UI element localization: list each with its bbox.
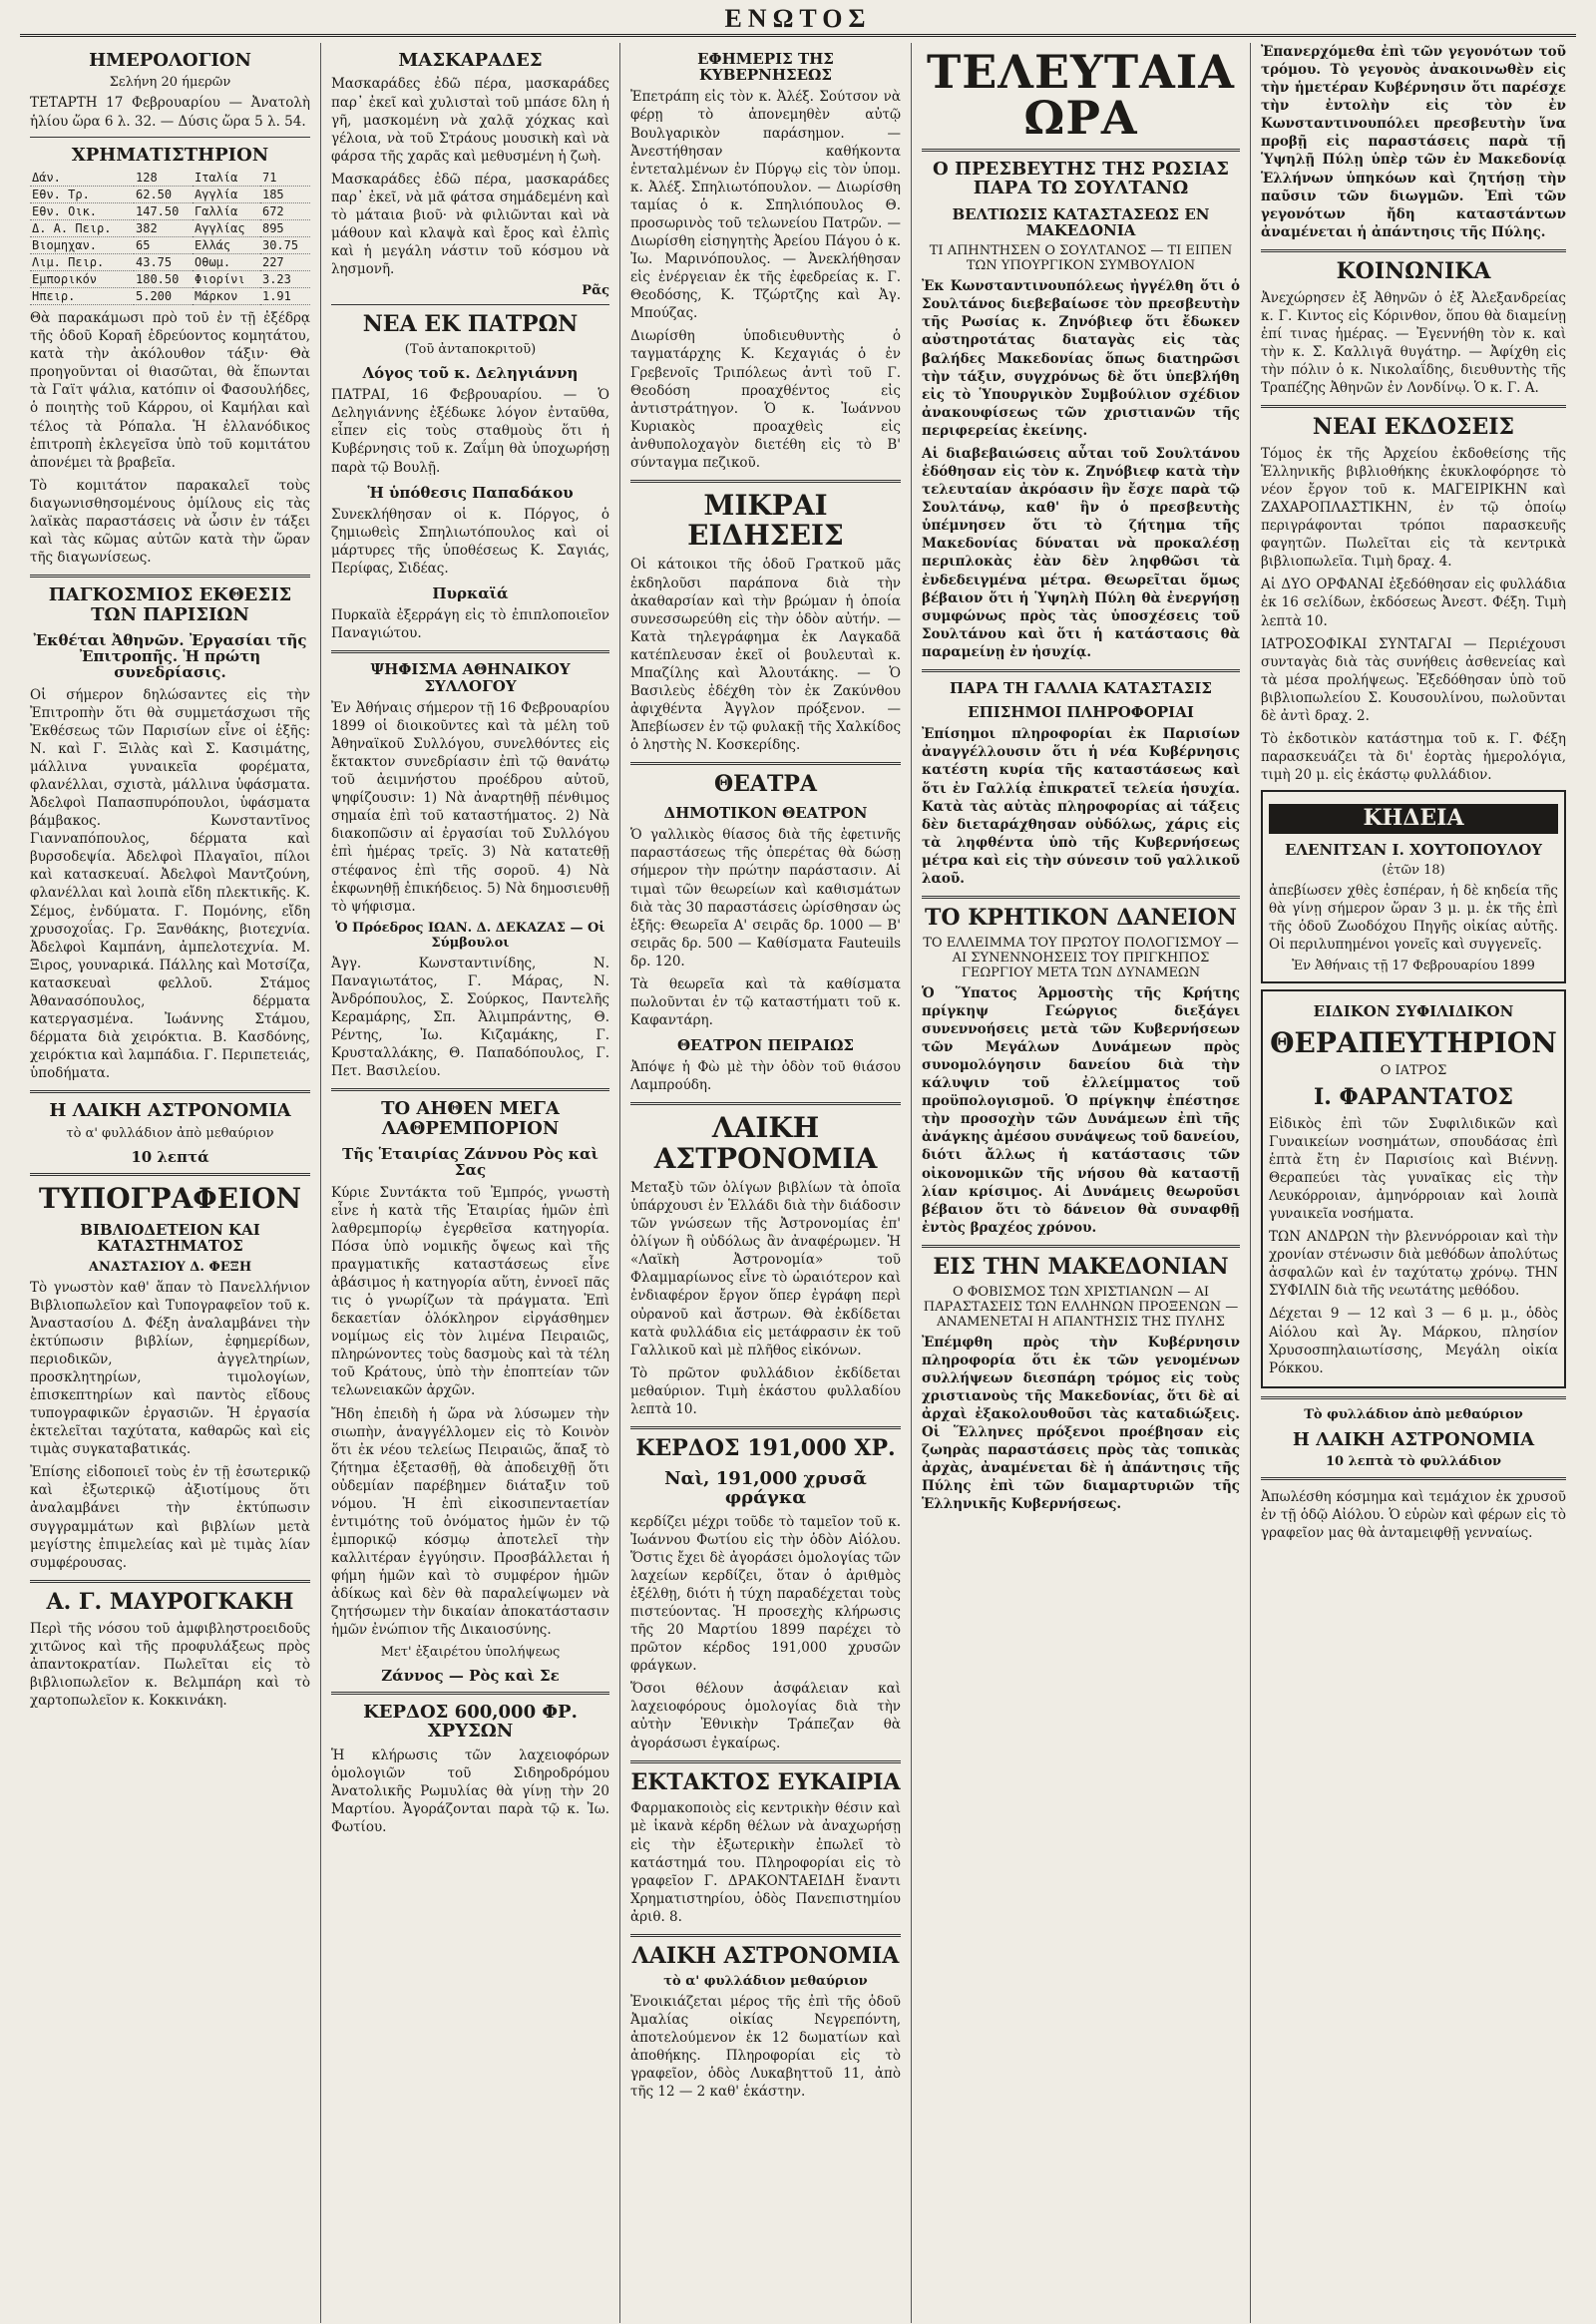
table-cell: 382 — [134, 220, 193, 237]
ad-title: Α. Γ. ΜΑΥΡΟΓΚΑΚΗ — [46, 1588, 294, 1615]
article-text: Ἀπόψε ἡ Φὼ μὲ τὴν ὁδὸν τοῦ θιάσου Λαμπρούδη. — [630, 1059, 901, 1094]
headline: ΤΟ ΑΗΘΕΝ ΜΕΓΑ ΛΑΘΡΕΜΠΟΡΙΟΝ — [381, 1098, 560, 1139]
masthead-title: ΕΝΩΤΟΣ — [724, 4, 872, 33]
subheadline: ΔΗΜΟΤΙΚΟΝ ΘΕΑΤΡΟΝ — [663, 804, 868, 823]
divider — [922, 896, 1240, 899]
divider — [630, 1760, 901, 1763]
article-text: Συνεκλήθησαν οἱ κ. Πόργος, ὁ ζημιωθεὶς Σπηλιωτόπουλος καὶ οἱ μάρτυρες τῆς ὑποθέσεως Κ. Σαγιάς, Περίφας, Σιδέας. — [331, 506, 609, 578]
table-cell: 43.75 — [134, 254, 193, 271]
ad-text: Περὶ τῆς νόσου τοῦ ἀμφιβληστροειδοῦς χιτῶνος καὶ τῆς προφυλάξεως πρὸς ἀπαντοκρατίαν. Πωλεῖται εἰς τὸ βιβλιοπωλεῖον κ. Βελμπάρη καὶ τὸ χαρτοπωλεῖον κ. Κοκκινάκη. — [30, 1620, 310, 1709]
table-cell: 65 — [134, 237, 193, 254]
table-cell: Δ. Α. Πειρ. — [30, 220, 134, 237]
headline: ΠΑΡΑ ΤΗ ΓΑΛΛΙΑ ΚΑΤΑΣΤΑΣΙΣ — [949, 678, 1213, 697]
subheadline: Πυρκαϊά — [432, 584, 509, 603]
signature: Ζάννος — Ρὸς καὶ Σε — [381, 1666, 560, 1685]
divider — [922, 149, 1240, 152]
ad-text: Φαρμακοποιὸς εἰς κεντρικὴν θέσιν καὶ μὲ ἱκανὰ κέρδη θέλων νὰ ἀναχωρήσῃ εἰς τὴν ἐξωτερικὴν ἐπωλεῖ τὸ κατάστημά του. Πληροφορίαι εἰς τὸ γραφεῖον Γ. ΔΡΑΚΟΝΤΑΕΙΔΗ ἔναντι Χρηματιστηρίου, ὁδὸς Πανεπιστημίου ἀριθ. 8. — [630, 1800, 901, 1925]
ad-title: ΛΑΙΚΗ ΑΣΤΡΟΝΟΜΙΑ — [631, 1942, 900, 1969]
ad-title: ΚΕΡΔΟΣ 600,000 ΦΡ. ΧΡΥΣΩΝ — [363, 1701, 578, 1743]
article-text: Ἐπέμφθη πρὸς τὴν Κυβέρνησιν πληροφορία ὅτι ἐκ τῶν γενομένων συλλήψεων διεσπάρη τρόμος εἰς τοὺς χριστιανοὺς τῆς Μακεδονίας, ὅτι δὲ αἱ ἀρχαὶ ἐξακολουθοῦσι τὰς καταδιώξεις. Οἱ Ἕλληνες πρόξενοι προέβησαν εἰς ζωηρὰς παραστάσεις πρὸς τὰς τοπικὰς ἀρχὰς, ἀναμένεται δὲ ἡ ἀπάντησις τῆς Πύλης ἐπὶ τῶν διαμαρτυριῶν τῆς Ἑλληνικῆς Κυβερνήσεως. — [922, 1334, 1240, 1513]
ad-text: Τὸ γνωστὸν καθ' ἅπαν τὸ Πανελλήνιον Βιβλιοπωλεῖον καὶ Τυπογραφεῖον τοῦ κ. Ἀναστασίου Δ. Φέξη ἀναλαμβάνει τὴν ἐκτύπωσιν βιβλίων, ἐφημερίδων, περιοδικῶν, ἀγγελτηρίων, προσκλητηρίων, τιμολογίων, ἐπισκεπτηρίων καὶ παντὸς εἴδους τυπογραφικῶν ἐργασιῶν. Ἡ ἐργασία ἐκτελεῖται ταχύτατα, καθαρῶς καὶ εἰς τιμὰς συγκαταβατικάς. — [30, 1279, 310, 1458]
table-cell: 227 — [260, 254, 310, 271]
table-row — [30, 187, 310, 203]
headline: ΜΑΣΚΑΡΑΔΕΣ — [398, 50, 543, 71]
divider — [331, 1088, 609, 1091]
article-text: Ἤδη ἐπειδὴ ἡ ὥρα νὰ λύσωμεν τὴν σιωπὴν, ἀναγγέλλομεν εἰς τὸ Κοινὸν ὅτι ἐκ νέου τελείως Πειραιῶς, ἅπαξ τὸ ζήτημα ἐξετασθῇ, θὰ ἀποδειχθῇ ὅτι οὐδεμίαν παρέβημεν διάταξιν τοῦ νόμου. Ἡ ἐπὶ εἰκοσιπενταετίαν ἐντιμότης τοῦ ὀνόματος ἡμῶν ἐν τῷ ἐμπορικῷ κόσμῳ ἀποτελεῖ τὴν καλλιτέραν ἐγγύησιν. Προσβάλλεται ἡ φήμη ἡμῶν καὶ τὸ συμφέρον ἡμῶν ἀδίκως καὶ δὲν θὰ παραλείψωμεν νὰ ζητήσωμεν τὴν δικαίαν ἀποκατάστασιν ἡμῶν ἐνώπιον τῆς Δικαιοσύνης. — [331, 1405, 609, 1639]
table-cell: Γαλλία — [193, 203, 260, 220]
divider — [630, 762, 901, 765]
article-text: Θὰ παρακάμωσι πρὸ τοῦ ἐν τῇ ἐξέδρᾳ τῆς ὁδοῦ Κοραῆ ἐδρεύοντος κομητάτου, κατὰ τὴν ἀκόλουθον τάξιν· Θὰ προηγοῦνται οἱ θιασῶται, θὰ ἕπωνται τὰ Γαϊτ ψάλια, κατόπιν οἱ Φασουλήδες, ὁ ποιητὴς τοῦ Κάρρου, οἱ Καμήλαι καὶ τέλος τὰ Ρόπαλα. Ἡ ἐλλανόδικος ἐπιτροπὴ ἐκλεγεῖσα ὑπὸ τοῦ κομιτάτου ἀπονέμει τὰ βραβεῖα. — [30, 310, 310, 471]
table-cell: 1.91 — [260, 288, 310, 305]
divider — [1261, 249, 1566, 252]
ad-title: ΚΕΡΔΟΣ 191,000 ΧΡ. — [635, 1434, 896, 1461]
article-text: Ἐπίσημοι πληροφορίαι ἐκ Παρισίων ἀναγγέλλουσιν ὅτι ἡ νέα Κυβέρνησις κατέστη κυρία τῆς καταστάσεως καὶ ὅτι ἐν Γαλλίᾳ ἐπικρατεῖ τελεία ἡσυχία. Κατὰ τὰς αὐτὰς πληροφορίας αἱ τάξεις δὲν διεταράχθησαν οὐδόλως, χάρις εἰς τὰ ληφθέντα ὑπὸ τῆς Κυβερνήσεως μέτρα καὶ εἰς τὴν σύνεσιν τοῦ γαλλικοῦ λαοῦ. — [922, 726, 1240, 887]
funeral-notice — [1261, 790, 1566, 983]
exchange-title: ΧΡΗΜΑΤΙΣΤΗΡΙΟΝ — [71, 144, 269, 166]
headline: ΛΑΙΚΗ ΑΣΤΡΟΝΟΜΙΑ — [653, 1111, 878, 1175]
poem-text: Μασκαράδες ἐδῶ πέρα, μασκαράδες παρ᾽ ἐκεῖ καὶ χυλισταὶ τοῦ μπάσε δλη ἡ γῆ, μασκομένη νὰ χαλᾷ χόχκας καὶ γέλοια, νὰ τοῦ Στράους μουσικὴ καὶ νὰ φάρσα τῆς χαρᾶς καὶ μεθυσμένη ἡ ζωὴ. — [331, 76, 609, 165]
divider — [331, 304, 609, 305]
column-1 — [20, 43, 321, 2323]
section-title: ΤΕΛΕΥΤΑΙΑ ΩΡΑ — [926, 45, 1235, 145]
divider — [1261, 1396, 1566, 1399]
subheadline: ΒΕΛΤΙΩΣΙΣ ΚΑΤΑΣΤΑΣΕΩΣ ΕΝ ΜΑΚΕΔΟΝΙΑ — [952, 204, 1210, 240]
notice-name: ΕΛΕΝΙΤΣΑΝ Ι. ΧΟΥΤΟΠΟΥΛΟΥ — [1284, 840, 1543, 859]
table-cell: Φιορίνι — [193, 271, 260, 288]
headline: ΚΟΙΝΩΝΙΚΑ — [1336, 257, 1491, 284]
table-cell: Ηπειρ. — [30, 288, 134, 305]
article-text: Τὸ πρῶτον φυλλάδιον ἐκδίδεται μεθαύριον. Τιμὴ ἑκάστου φυλλαδίου λεπτὰ 10. — [630, 1364, 901, 1417]
ad-text: Εἰδικὸς ἐπὶ τῶν Συφιλιδικῶν καὶ Γυναικείων νοσημάτων, σπουδάσας ἐπὶ ἑπτὰ ἔτη ἐν Παρισίοις καὶ Βιέννῃ. Θεραπεύει τὰς γυναῖκας εἰς τὴν Λευκόρροιαν, ἀμηνόρροιαν καὶ λοιπὰ γυναικεῖα νοσήματα. — [1269, 1115, 1558, 1223]
column-3 — [620, 43, 912, 2323]
divider — [630, 1102, 901, 1105]
article-text: Τὸ ἐκδοτικὸν κατάστημα τοῦ κ. Γ. Φέξη παρασκευάζει τὰ δι' ἑορτὰς ἡμερολόγια, τιμὴ 20 μ. εἰς ἑκάστῳ φυλλάδιον. — [1261, 731, 1566, 784]
ad-subtitle: Ναὶ, 191,000 χρυσᾶ φράγκα — [664, 1467, 867, 1509]
columns — [20, 43, 1576, 2323]
table-row — [30, 271, 310, 288]
table-cell: 3.23 — [260, 271, 310, 288]
divider — [30, 137, 310, 138]
subheadline: ΘΕΑΤΡΟΝ ΠΕΙΡΑΙΩΣ — [676, 1036, 855, 1055]
subheadline: (Τοῦ ἀνταποκριτοῦ) — [404, 342, 537, 358]
table-cell: 672 — [260, 203, 310, 220]
article-text: Πυρκαϊὰ ἐξερράγη εἰς τὸ ἐπιπλοποιεῖον Παναγιώτου. — [331, 607, 609, 642]
ad-subtitle: Τὸ φυλλάδιον ἀπὸ μεθαύριον — [1304, 1406, 1523, 1422]
column-5 — [1251, 43, 1576, 2323]
article-text: ΙΑΤΡΟΣΟΦΙΚΑΙ ΣΥΝΤΑΓΑΙ — Περιέχουσι συνταγὰς διὰ τὰς συνήθεις ἀσθενείας καὶ τὰ μέσα προλήψεως. Ἐξεδόθησαν ὑπὸ τοῦ βιβλιοπωλείου Σ. Κουσουλίνου, πωλοῦνται δὲ ἀντὶ δραχ. 2. — [1261, 635, 1566, 724]
table-cell: Ελλάς — [193, 237, 260, 254]
ad-title: ΤΥΠΟΓΡΑΦΕΙΟΝ — [38, 1181, 302, 1215]
table-cell: Λιμ. Πειρ. — [30, 254, 134, 271]
article-text: Μεταξὺ τῶν ὀλίγων βιβλίων τὰ ὁποῖα ὑπάρχουσι ἐν Ἑλλάδι διὰ τὴν διάδοσιν τῶν γνώσεων τῆς Ἀστρονομίας ἐπ' ὀλίγων ἢ οὐδόλως ἂν ἀναφέρωμεν. Ἡ «Λαϊκὴ Ἀστρονομία» τοῦ Φλαμμαρίωνος εἶνε τὸ ὡραιότερον καὶ ἐνδιαφέρον ἔργον ὅπερ ἐγράφη περὶ οὐρανοῦ καὶ ἄστρων. Θὰ ἐκδίδεται κατὰ φυλλάδια εἰς μετάφρασιν ἐκ τοῦ Γαλλικοῦ καὶ μὲ πλῆθος εἰκόνων. — [630, 1179, 901, 1358]
exchange-table — [30, 170, 310, 305]
table-cell: Βιομηχαν. — [30, 237, 134, 254]
table-row — [30, 220, 310, 237]
table-cell: Εθν. Οικ. — [30, 203, 134, 220]
table-cell: 895 — [260, 220, 310, 237]
divider — [1261, 1477, 1566, 1480]
divider — [922, 669, 1240, 672]
ad-subtitle: ΒΙΒΛΙΟΔΕΤΕΙΟΝ ΚΑΙ ΚΑΤΑΣΤΗΜΑΤΟΣ — [80, 1221, 260, 1256]
article-text: Ἀγγ. Κωνσταντινίδης, Ν. Παναγιωτάτος, Γ. Μάρας, Ν. Ἀνδρόπουλος, Σ. Σούρκος, Παντελῆς Κεραμάρης, Σπ. Ἀλιμπράντης, Θ. Ρέντης, Ἰω. Κιζαμάκης, Γ. Κρυσταλλάκης, Θ. Παπαδόπουλος, Γ. Πετ. Βασιλείου. — [331, 955, 609, 1080]
table-cell: Αγγλία — [193, 187, 260, 203]
closing-line: Μετ' ἐξαιρέτου ὑπολήψεως — [380, 1644, 561, 1660]
subheadline: Τῆς Ἑταιρίας Ζάννου Ρὸς καὶ Σας — [342, 1145, 598, 1180]
ad-title: Η ΛΑΙΚΗ ΑΣΤΡΟΝΟΜΙΑ — [1292, 1428, 1535, 1450]
table-cell: 147.50 — [134, 203, 193, 220]
article-text: Οἱ κάτοικοι τῆς ὁδοῦ Γρατκοῦ μᾶς ἐκδηλοῦσι παράπονα διὰ τὴν ἀκαθαρσίαν καὶ τὴν βρώμαν ἡ ὁποία συνεσσωρεύθη εἰς τὴν ὁδὸν αὐτήν. — Κατὰ τηλεγράφημα ἐκ Λαγκαδᾶ κατέπλευσαν ἐκεῖ οἱ βουλευταὶ κ. Μπαζίλης καὶ Ἀλουτάκης. — Ὁ Βασιλεὺς ἐδέχθη τὸν ἐκ Ζακύνθου ἀφιχθέντα Ἀγγλον πρόξενον. — Ἀπεβίωσεν ἐν τῷ φυλακῇ τῆς Χαλκίδος ὁ ληστὴς Ν. Κοσκερίδης. — [630, 557, 901, 754]
divider — [1261, 405, 1566, 408]
ad-text: κερδίζει μέχρι τοῦδε τὸ ταμεῖον τοῦ κ. Ἰωάννου Φωτίου εἰς τὴν ὁδὸν Αἰόλου. Ὅστις ἔχει δὲ ἀγοράσει ὁμολογίας τῶν λαχείων κερδίζει, ὅταν ὁ ἀριθμὸς ἐξέλθῃ, διότι ἡ τύχη παραδέχεται τοὺς πιστεύοντας. Ἡ προσεχὴς κλήρωσις τῆς 20 Μαρτίου 1899 παρέχει τὸ πρῶτον κέρδος 191,000 χρυσῶν φράγκων. — [630, 1513, 901, 1675]
masthead — [20, 0, 1576, 37]
notice-text: ἀπεβίωσεν χθὲς ἐσπέραν, ἡ δὲ κηδεία τῆς θὰ γίνῃ σήμερον ὥραν 3 μ. μ. ἐκ τῆς ἐπὶ τῆς ὁδοῦ Ζωοδόχου Πηγῆς οἰκίας αὐτῆς. Οἱ περιλυπημένοι γονεῖς καὶ συγγενεῖς. — [1269, 883, 1558, 954]
table-cell: Οθωμ. — [193, 254, 260, 271]
author-signature: Ρᾶς — [582, 283, 609, 299]
subheadline: Λόγος τοῦ κ. Δεληγιάννη — [362, 364, 579, 383]
headline: Ο ΠΡΕΣΒΕΥΤΗΣ ΤΗΣ ΡΩΣΙΑΣ ΠΑΡΑ ΤΩ ΣΟΥΛΤΑΝΩ — [933, 159, 1229, 199]
subheadline: ΤΟ ΕΛΛΕΙΜΜΑ ΤΟΥ ΠΡΩΤΟΥ ΠΟΛΟΓΙΣΜΟΥ — ΑΙ ΣΥΝΕΝΝΟΗΣΕΙΣ ΤΟΥ ΠΡΙΓΚΗΠΟΣ ΓΕΩΡΓΙΟΥ ΜΕΤΑ ΤΩΝ ΔΥΝΑΜΕΩΝ — [923, 935, 1239, 980]
divider — [922, 1245, 1240, 1248]
headline: ΝΕΑ ΕΚ ΠΑΤΡΩΝ — [362, 311, 579, 338]
subheadline: Ἡ ὑπόθεσις Παπαδάκου — [367, 483, 574, 502]
ad-text: Ἐνοικιάζεται μέρος τῆς ἐπὶ τῆς ὁδοῦ Ἀμαλίας οἰκίας Νεγρεπόντη, ἀποτελούμενον ἐκ 12 δωματίων καὶ ἀποθήκης. Πληροφορίαι εἰς τὸ γραφεῖον, ὁδὸς Λυκαβηττοῦ 11, ἀπὸ τῆς 12 — 2 καθ' ἑκάστην. — [630, 1993, 901, 2101]
notice-date: Ἐν Ἀθήναις τῇ 17 Φεβρουαρίου 1899 — [1292, 959, 1535, 974]
notice-title: ΚΗΔΕΙΑ — [1269, 804, 1558, 834]
table-row — [30, 237, 310, 254]
headline: ΘΕΑΤΡΑ — [714, 771, 817, 798]
calendar-title: ΗΜΕΡΟΛΟΓΙΟΝ — [89, 50, 251, 71]
headline: ΤΟ ΚΡΗΤΙΚΟΝ ΔΑΝΕΙΟΝ — [925, 904, 1237, 931]
ad-text: ΤΩΝ ΑΝΔΡΩΝ τὴν βλεννόρροιαν καὶ τὴν χρονίαν στένωσιν διὰ μεθόδων ἀπολύτως ἀσφαλῶν καὶ ἐν ταχύτατῳ χρόνῳ. ΤΗΝ ΣΥΦΙΛΙΝ διὰ τῆς νεωτάτης μεθόδου. — [1269, 1229, 1558, 1300]
ad-text: Ἀπωλέσθη κόσμημα καὶ τεμάχιον ἐκ χρυσοῦ ἐν τῇ ὁδῷ Αἰόλου. Ὁ εὑρὼν καὶ φέρων εἰς τὸ γραφεῖον μας θὰ ἀνταμειφθῇ γενναίως. — [1261, 1489, 1566, 1542]
table-cell: Εθν. Τρ. — [30, 187, 134, 203]
subheadline: Ἐκθέται Ἀθηνῶν. Ἐργασίαι τῆς Ἐπιτροπῆς. Ἡ πρώτη συνεδρίασις. — [33, 631, 307, 682]
calendar-line: ΤΕΤΑΡΤΗ 17 Φεβρουαρίου — Ἀνατολὴ ἡλίου ὥρα 6 λ. 32. — Δύσις ὥρα 5 λ. 54. — [30, 95, 310, 130]
article-text: Ἐπετράπη εἰς τὸν κ. Ἀλέξ. Σούτσον νὰ φέρῃ τὸ ἀπονεμηθὲν αὐτῷ Βουλγαρικὸν παράσημον. — Ἀνεστήθησαν καθήκοντα ἐντεταλμένων ἐν Πύργῳ εἰς τὸν ὑπομ. κ. Ἀλέξ. Σπηλιωτόπουλον. — Διωρίσθη ταμίας ὁ κ. Σπηλιόπουλος Θ. προσωρινὸς τοῦ τελωνείου Πατρῶν. — Διωρίσθη εἰσηγητὴς Ἀρείου Πάγου ὁ κ. Ἰω. Μαρινόπουλος. — Ἀνεκλήθησαν εἰς ἐνέργειαν ἐκ τῆς ἐφεδρείας κ. Γ. Θεοδόσης, Κ. Τζώρτζης καὶ Ἀγ. Μπούζας. — [630, 89, 901, 322]
ad-title: ΘΕΡΑΠΕΥΤΗΡΙΟΝ — [1270, 1025, 1557, 1059]
headline: ΕΦΗΜΕΡΙΣ ΤΗΣ ΚΥΒΕΡΝΗΣΕΩΣ — [697, 50, 834, 85]
table-cell: 71 — [260, 170, 310, 187]
column-4 — [912, 43, 1251, 2323]
article-text: Οἱ σήμερον δηλώσαντες εἰς τὴν Ἐπιτροπὴν ὅτι θὰ συμμετάσχωσι τῆς Ἐκθέσεως τῶν Παρισίων εἶνε οἱ ἑξῆς: Ν. καὶ Γ. Ξιλὰς καὶ Σ. Κασιμάτης, μάλλινα γυναικεῖα φορέματα, φλανέλλαι, σχιστὰ, μάλλινα ὑφάσματα. Ἀδελφοὶ Παπασπυρόπουλοι, ὑφάσματα βάμβακος. Κωνσταντῖνος Γιανναπόπουλος, δέρματα καὶ βυρσοδεψία. Ἀδελφοὶ Πλαγαῖοι, πίλοι καὶ κατασκευαί. Ἀδελφοὶ Μαντζούνη, φλανέλλαι καὶ λοιπὰ εἴδη πλεκτικῆς. Κ. Σέμος, ἐνδύματα. Γ. Πομόνης, εἴδη χρυσοχοΐας. Γρ. Ξανθάκης, βιοτεχνία. Ἀδελφοὶ Καμπάνη, ἀμπελοτεχνία. Μ. Ξιρος, γουναρικά. Πάλλης καὶ Μοτσίζα, κατασκευαὶ φελλοῦ. Στάμος Ἀθανασόπουλος, δέρματα κατεργασμένα. Ἰωάννης Στάμου, δέρματα διὰ χειρόκτια. Β. Κασδόνης, χειρόκτια καὶ λαμπάδια. Γ. Περιπετειάς, ὑποδήματα. — [30, 686, 310, 1082]
headline: ΠΑΓΚΟΣΜΙΟΣ ΕΚΘΕΣΙΣ ΤΩΝ ΠΑΡΙΣΙΩΝ — [48, 584, 292, 625]
table-cell: 128 — [134, 170, 193, 187]
calendar-line: Σελήνη 20 ήμερῶν — [109, 75, 231, 91]
ad-text: Ὅσοι θέλουν ἀσφάλειαν καὶ λαχειοφόρους ὁμολογίας διὰ τὴν αὐτὴν Ἐθνικὴν Τράπεζαν θὰ ἀγοράσωσι ἐγκαίρως. — [630, 1681, 901, 1751]
ad-owner: ΑΝΑΣΤΑΣΙΟΥ Δ. ΦΕΞΗ — [88, 1259, 252, 1275]
table-row — [30, 170, 310, 187]
divider — [30, 1173, 310, 1176]
table-cell: Αγγλίας — [193, 220, 260, 237]
table-cell: 62.50 — [134, 187, 193, 203]
table-row — [30, 288, 310, 305]
divider — [331, 1692, 609, 1695]
ad-subtitle: τὸ α' φυλλάδιον ἀπὸ μεθαύριον — [66, 1125, 274, 1141]
notice-age: (ἐτῶν 18) — [1382, 863, 1445, 879]
ad-doctor: Ι. ΦΑΡΑΝΤΑΤΟΣ — [1313, 1083, 1514, 1110]
subheadline: ΕΠΙΣΗΜΟΙ ΠΛΗΡΟΦΟΡΙΑΙ — [968, 703, 1194, 722]
divider — [331, 650, 609, 653]
article-text: Ἐν Ἀθήναις σήμερον τῇ 16 Φεβρουαρίου 1899 οἱ διοικοῦντες καὶ τὰ μέλη τοῦ Ἀθηναϊκοῦ Συλλόγου, συνελθόντες εἰς ἔκτακτον συνεδρίασιν ἐπὶ τῷ θανάτῳ τοῦ ἀειμνήστου προέδρου αὐτοῦ, ψηφίζουσιν: 1) Νὰ ἀναρτηθῇ πένθιμος σημαία ἐπὶ τοῦ καταστήματος. 2) Νὰ διακοπῶσιν αἱ ἐργασίαι τοῦ Συλλόγου ἐπὶ ἡμέρας τρεῖς. 3) Νὰ κατατεθῇ στέφανος ἐπὶ τῆς σοροῦ. 4) Νὰ ἐκφωνηθῇ ἐπικήδειος. 5) Νὰ δημοσιευθῇ τὸ ψήφισμα. — [331, 699, 609, 915]
article-text: Ἀνεχώρησεν ἐξ Ἀθηνῶν ὁ ἐξ Ἀλεξανδρείας κ. Γ. Κιντος εἰς Κόρινθον, ὅπου θὰ διαμείνῃ ἐπί τινας ἡμέρας. — Ἐγεννήθη τὸν κ. καὶ τὴν κ. Σ. Καλλιγᾶ θυγάτηρ. — Ἀφίχθη εἰς τὴν πόλιν ὁ κ. Νικολαΐδης, διευθυντὴς τῆς Τραπέζης Ἀθηνῶν ἐν Λονδίνῳ. Ὁ κ. Γ. Α. — [1261, 289, 1566, 396]
ad-title: ΕΙΔΙΚΟΝ ΣΥΦΙΛΙΔΙΚΟΝ — [1313, 1002, 1514, 1021]
table-cell: 5.200 — [134, 288, 193, 305]
table-cell: Εμπορικόν — [30, 271, 134, 288]
table-cell: Δάν. — [30, 170, 134, 187]
subheadline: Ο ΦΟΒΙΣΜΟΣ ΤΩΝ ΧΡΙΣΤΙΑΝΩΝ — ΑΙ ΠΑΡΑΣΤΑΣΕΙΣ ΤΩΝ ΕΛΛΗΝΩΝ ΠΡΟΞΕΝΩΝ — ΑΝΑΜΕΝΕΤΑΙ Η ΑΠΑΝΤΗΣΙΣ ΤΗΣ ΠΥΛΗΣ — [923, 1284, 1239, 1330]
poem-text: Μασκαράδες ἐδῶ πέρα, μασκαράδες παρ᾽ ἐκεῖ, νὰ μᾶ φάτσα σημάδεμένη καὶ τὸ μάταια βιοῦ· νὰ φιλιῶνται καὶ νὰ μάθουν καὶ κλαψὰ καὶ ἔρος καὶ ἐλπὶς καὶ ἡ μεγάλη νάστιν τοῦ κόσμου νὰ λησμονῆ. — [331, 171, 609, 278]
headline: ΝΕΑΙ ΕΚΔΟΣΕΙΣ — [1312, 414, 1515, 441]
ad-label: Ο ΙΑΤΡΟΣ — [1380, 1062, 1447, 1078]
ad-subtitle: τὸ α' φυλλάδιον μεθαύριον — [663, 1973, 868, 1989]
article-text: Τὸ κομιτάτον παρακαλεῖ τοὺς διαγωνισθησομένους ὁμίλους εἰς τὰς λαϊκὰς παραστάσεις νὰ ὦσιν ἐν τάξει καὶ τὰς κῶμας αὐτῶν κατὰ τὴν ὥραν τῆς διαγωνίσεως. — [30, 477, 310, 567]
signature: Ὁ Πρόεδρος ΙΩΑΝ. Δ. ΔΕΚΑΖΑΣ — Οἱ Σύμβουλοι — [335, 920, 605, 951]
divider — [630, 1426, 901, 1429]
headline: ΨΗΦΙΣΜΑ ΑΘΗΝΑΙΚΟΥ ΣΥΛΛΟΓΟΥ — [370, 660, 571, 695]
article-text: Τόμος ἐκ τῆς Ἀρχείου ἐκδοθείσης τῆς Ἑλληνικῆς βιβλιοθήκης ἐκυκλοφόρησε τὸ νέον ἔργον τοῦ κ. ΜΑΓΕΙΡΙΚΗΝ καὶ ΖΑΧΑΡΟΠΛΑΣΤΙΚΗΝ, ἐν τῷ ὁποίῳ περιγράφονται τρόποι παρασκευῆς φαγητῶν. Πωλεῖται εἰς τὰ κεντρικὰ βιβλιοπωλεῖα. Τιμὴ δραχ. 4. — [1261, 445, 1566, 571]
divider — [630, 1934, 901, 1937]
article-text: Τὰ θεωρεῖα καὶ τὰ καθίσματα πωλοῦνται ἐν τῷ καταστήματι τοῦ κ. Καφαντάρη. — [630, 975, 901, 1029]
headline: ΜΙΚΡΑΙ ΕΙΔΗΣΕΙΣ — [687, 489, 844, 553]
table-row — [30, 254, 310, 271]
column-2 — [321, 43, 620, 2323]
article-text: Κύριε Συντάκτα τοῦ Ἐμπρός, γνωστὴ εἶνε ἡ κατὰ τῆς Ἑταιρίας ἡμῶν ἐπὶ λαθρεμπορίῳ ἐγερθεῖσα κατηγορία. Πόσα ὑπὸ νομικῆς ὄψεως καὶ τῆς πραγματικῆς καταστάσεως εἶνε ἀβάσιμος ἡ κατηγορία αὕτη, ἐννοεῖ πᾶς τις ὁ γνωρίζων τὰ πράγματα. Ἐπὶ δεκαετίαν ὁλόκληρον εἰργάσθημεν νομίμως εἰς τὸν λιμένα Πειραιῶς, πληρώνοντες τοὺς δασμοὺς καὶ τὰ τέλη τοῦ Κράτους, ὑπὸ τὴν ἐποπτείαν τῶν τελωνειακῶν ἀρχῶν. — [331, 1184, 609, 1399]
ad-title: Η ΛΑΙΚΗ ΑΣΤΡΟΝΟΜΙΑ — [49, 1100, 291, 1122]
clinic-ad — [1261, 989, 1566, 1387]
ad-text: Ἡ κλήρωσις τῶν λαχειοφόρων ὁμολογιῶν τοῦ Σιδηροδρόμου Ἀνατολικῆς Ρωμυλίας θὰ γίνῃ τὴν 20 Μαρτίου. Ἀγοράζονται παρὰ τῷ κ. Ἰω. Φωτίου. — [331, 1746, 609, 1835]
article-text: Ὁ Ὕπατος Ἁρμοστὴς τῆς Κρήτης πρίγκηψ Γεώργιος διεξάγει συνεννοήσεις μετὰ τῶν Κυβερνήσεων τῶν Μεγάλων Δυνάμεων πρὸς συνομολόγησιν δανείου διὰ τὴν κάλυψιν τοῦ ἐλλείμματος τοῦ προϋπολογισμοῦ. Ὁ πρίγκηψ ἐπέστησε τὴν προσοχὴν τῶν Δυνάμεων ἐπὶ τῆς ἀνάγκης ἀμέσου συνάψεως τοῦ δανείου, διότι ἄλλως ἡ κατάστασις τῶν οἰκονομικῶν τῆς νήσου θὰ καταστῇ λίαν κρίσιμος. Αἱ Δυνάμεις θεωροῦσι βέβαιον ὅτι τὸ δάνειον θὰ συναφθῇ ἐντὸς βραχέος χρόνου. — [922, 984, 1240, 1236]
headline: ΕΙΣ ΤΗΝ ΜΑΚΕΔΟΝΙΑΝ — [933, 1253, 1229, 1280]
article-text: ΠΑΤΡΑΙ, 16 Φεβρουαρίου. — Ὁ Δεληγιάννης ἐξέδωκε λόγον ἐνταῦθα, εἶπεν εἰς τοὺς σταθμοὺς ὅτι ἡ Κυβέρνησις τοῦ κ. Ζαΐμη θὰ ὑποχωρήσῃ παρὰ τῷ Βουλῇ. — [331, 387, 609, 476]
table-cell: 30.75 — [260, 237, 310, 254]
divider — [30, 575, 310, 578]
table-cell: Ιταλία — [193, 170, 260, 187]
article-text: Διωρίσθη ὑποδιευθυντὴς ὁ ταγματάρχης Κ. Κεχαγιάς ὁ ἐν Γρεβενοῖς Τριπόλεως ἀντὶ τοῦ Γ. Θεοδόση προαχθέντος εἰς ἀντιστράτηγον. Ὁ κ. Ἰωάννου Κυριακὸς προαχθεὶς εἰς ἀνθυπολοχαγὸν διετέθη εἰς τὸ Β' σύνταγμα πεζικοῦ. — [630, 328, 901, 471]
article-text: Ἐκ Κωνσταντινουπόλεως ἠγγέλθη ὅτι ὁ Σουλτάνος διεβεβαίωσε τὸν πρεσβευτὴν τῆς Ρωσίας κ. Ζηνόβιεφ ὅτι ἔδωκεν αὐστηροτάτας διαταγὰς εἰς τὰς βαλήδες Μακεδονίας ὅπως διατηρῶσι τὴν τάξιν, συγχρόνως δὲ ὅτι ὑπεβλήθη εἰς τὸ Ὑπουργικὸν Συμβούλιον σχέδιον ἀνακουφίσεως τῶν χριστιανῶν τῆς περιφερείας ἐκείνης. — [922, 278, 1240, 439]
ad-title: ΕΚΤΑΚΤΟΣ ΕΥΚΑΙΡΙΑ — [630, 1768, 901, 1795]
divider — [30, 1090, 310, 1093]
ad-price: 10 λεπτὰ τὸ φυλλάδιον — [1325, 1454, 1502, 1470]
article-text: Αἱ ΔΥΟ ΟΡΦΑΝΑΙ ἐξεδόθησαν εἰς φυλλάδια ἐκ 16 σελίδων, ἐκδόσεως Ἀνεστ. Φέξη. Τιμὴ λεπτὰ 10. — [1261, 577, 1566, 629]
article-text: Ἐπανερχόμεθα ἐπὶ τῶν γεγονότων τοῦ τρόμου. Τὸ γεγονὸς ἀνακοινωθὲν εἰς τὴν ἡμετέραν Κυβέρνησιν ὅτι παρέσχε τὴν ἐντολὴν εἰς τὸν ἐν Κωνσταντινουπόλει πρεσβευτὴν ἵνα προβῇ εἰς παραστάσεις παρὰ τῇ Ὑψηλῇ Πύλῃ ὑπὲρ τῶν ἐν Μακεδονίᾳ Ἑλλήνων ὑπηκόων καὶ ζητήσῃ τὴν παῦσιν τῶν διωγμῶν. Ἐπὶ τῶν γεγονότων ἤδη καταστάντων ἀναμένεται ἡ ἀπάντησις τῆς Πύλης. — [1261, 44, 1566, 240]
ad-text: Ἐπίσης εἰδοποιεῖ τοὺς ἐν τῇ ἐσωτερικῷ καὶ ἐξωτερικῷ ἀξιοτίμους ὅτι ἀναλαμβάνει τὴν ἐκτύπωσιν συγγραμμάτων καὶ βιβλίων μετὰ μεγίστης ἐπιμελείας καὶ μὲ τιμὰς λίαν συμφέρουσας. — [30, 1464, 310, 1571]
table-cell: 180.50 — [134, 271, 193, 288]
subheadline: ΤΙ ΑΠΗΝΤΗΣΕΝ Ο ΣΟΥΛΤΑΝΟΣ — ΤΙ ΕΙΠΕΝ ΤΩΝ ΥΠΟΥΡΓΙΚΟΝ ΣΥΜΒΟΥΛΙΟΝ — [929, 243, 1233, 274]
table-cell: 185 — [260, 187, 310, 203]
table-cell: Μάρκον — [193, 288, 260, 305]
ad-price: 10 λεπτά — [131, 1147, 209, 1166]
divider — [30, 1580, 310, 1583]
ad-text: Δέχεται 9 — 12 καὶ 3 — 6 μ. μ., ὁδὸς Αἰόλου καὶ Ἁγ. Μάρκου, πλησίον Χρυσοσπηλαιωτίσσης, Μεγάλη οἰκία Ρόκκου. — [1269, 1306, 1558, 1376]
article-text: Αἱ διαβεβαιώσεις αὗται τοῦ Σουλτάνου ἐδόθησαν εἰς τὸν κ. Ζηνόβιεφ κατὰ τὴν τελευταίαν ἀκρόασιν ἣν ἔσχε παρὰ τῷ Σουλτάνῳ, καθ' ἣν ὁ πρεσβευτὴς ὑπέμνησεν ὅτι τὸ ζήτημα τῆς Μακεδονίας δύναται νὰ προκαλέσῃ περιπλοκὰς ἐὰν δὲν ληφθῶσι τὰ ἐνδεδειγμένα μέτρα. Θεωρεῖται ὅμως βέβαιον ὅτι ἡ Ὑψηλὴ Πύλη θὰ ἐνεργήσῃ συμφώνως πρὸς τὰς ὑποσχέσεις τοῦ Σουλτάνου καὶ ὅτι ἡ κατάστασις θὰ παραμείνῃ ἐν ἡσυχίᾳ. — [922, 445, 1240, 660]
divider — [630, 480, 901, 483]
table-row — [30, 203, 310, 220]
article-text: Ὁ γαλλικὸς θίασος διὰ τῆς ἐφετινῆς παραστάσεως τῆς ὀπερέτας θὰ δώσῃ σήμερον τὴν πρώτην παράστασιν. Αἱ τιμαὶ τῶν θεωρείων καὶ καθισμάτων διὰ τὰς 30 παραστάσεις ὡρίσθησαν ὡς ἑξῆς: Θεωρεῖα Α' σειρᾶς δρ. 1000 — Β' σειρᾶς δρ. 500 — Καθίσματα Fauteuils δρ. 120. — [630, 827, 901, 969]
